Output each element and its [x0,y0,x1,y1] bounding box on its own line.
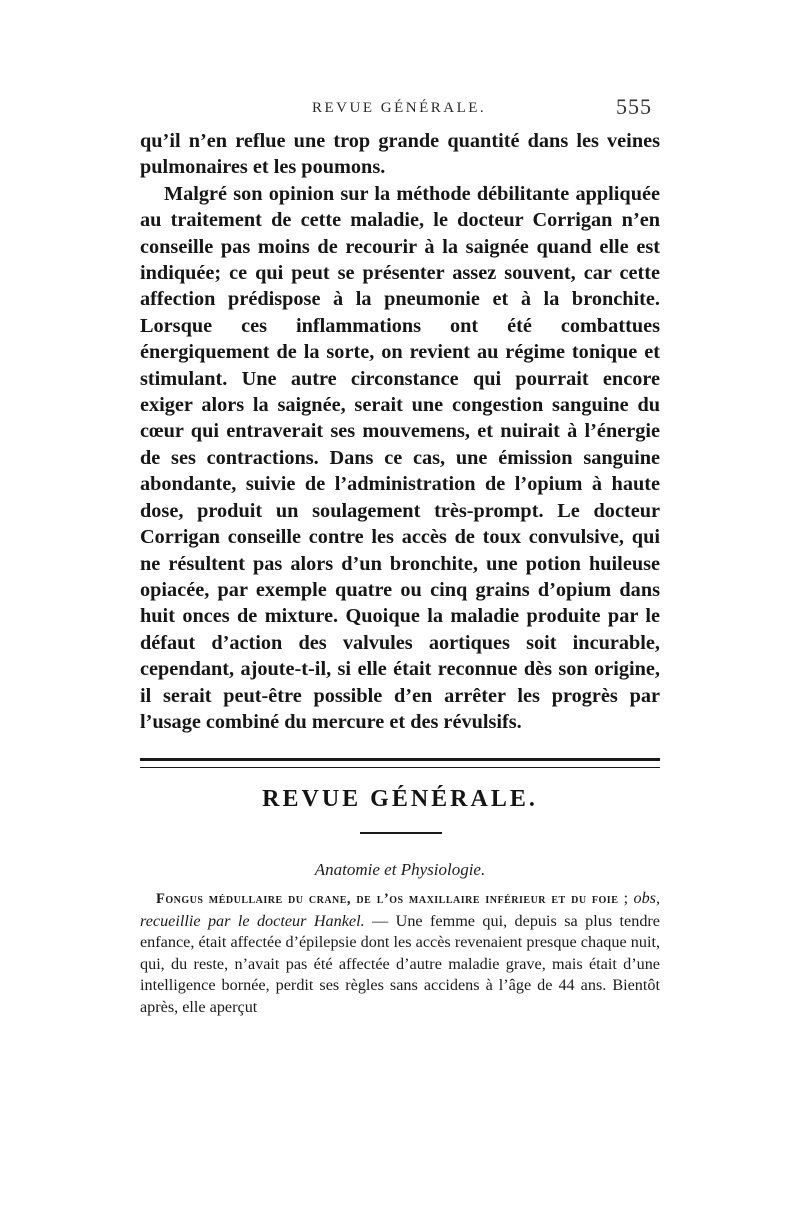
running-header [140,92,660,122]
short-rule-divider [360,832,442,834]
subsection-heading: Anatomie et Physiologie. [314,860,486,879]
article-heading: Fongus médullaire du crane, de l’os maxillaire inférieur et du foie [156,891,619,907]
page-number: 555 [616,94,652,119]
article-fongus [140,888,660,1018]
paragraph-continuation: qu’il n’en reflue une trop grande quantité dans les veines pulmonaires et les poumons. [140,130,660,179]
double-rule-divider [140,758,660,768]
article-text: — Une femme qui, depuis sa plus tendre enfance, était affectée d’épilepsie dont les accès revenaient presque chaque nuit, qui, du reste, n’avait pas été affectée d’autre maladie grave, mais était d’une intelligence bornée, perdit ses règles sans accidens à l’âge de 44 ans. Bientôt après, elle aperçut [140,911,660,1016]
body-text [140,128,660,735]
paragraph-corrigan: Malgré son opinion sur la méthode débilitante appliquée au traitement de cette maladie, le docteur Corrigan n’en conseille pas moins de recourir à la saignée quand elle est indiquée; ce qui peut se présenter assez souvent, car cette affection prédispose à la pneumonie et à la bronchite. Lorsque ces inflammations ont été combattues énergiquement de la sorte, on revient au régime tonique et stimulant. Une autre circonstance qui pourrait encore exiger alors la saignée, serait une congestion sanguine du cœur qui entraverait ses mouvemens, et nuirait à l’énergie de ses contractions. Dans ce cas, une émission sanguine abondante, suivie de l’administration de l’opium à haute dose, produit un soulagement très-prompt. Le docteur Corrigan conseille contre les accès de toux convulsive, qui ne résultent pas alors d’un bronchite, une potion huileuse opiacée, par exemple quatre ou cinq grains d’opium dans huit onces de mixture. Quoique la maladie produite par le défaut d’action des valvules aortiques soit incurable, cependant, ajoute-t-il, si elle était reconnue dès son origine, il serait peut-être possible d’en arrêter les progrès par l’usage combiné du mercure et des révulsifs. [140,182,660,733]
section-title: REVUE GÉNÉRALE. [262,786,538,812]
article-separator: ; [618,889,634,907]
article-observation-credit: obs, recueillie par le docteur Hankel. [140,889,661,930]
article-paragraph [140,888,660,1018]
running-title: REVUE GÉNÉRALE. [312,100,487,116]
